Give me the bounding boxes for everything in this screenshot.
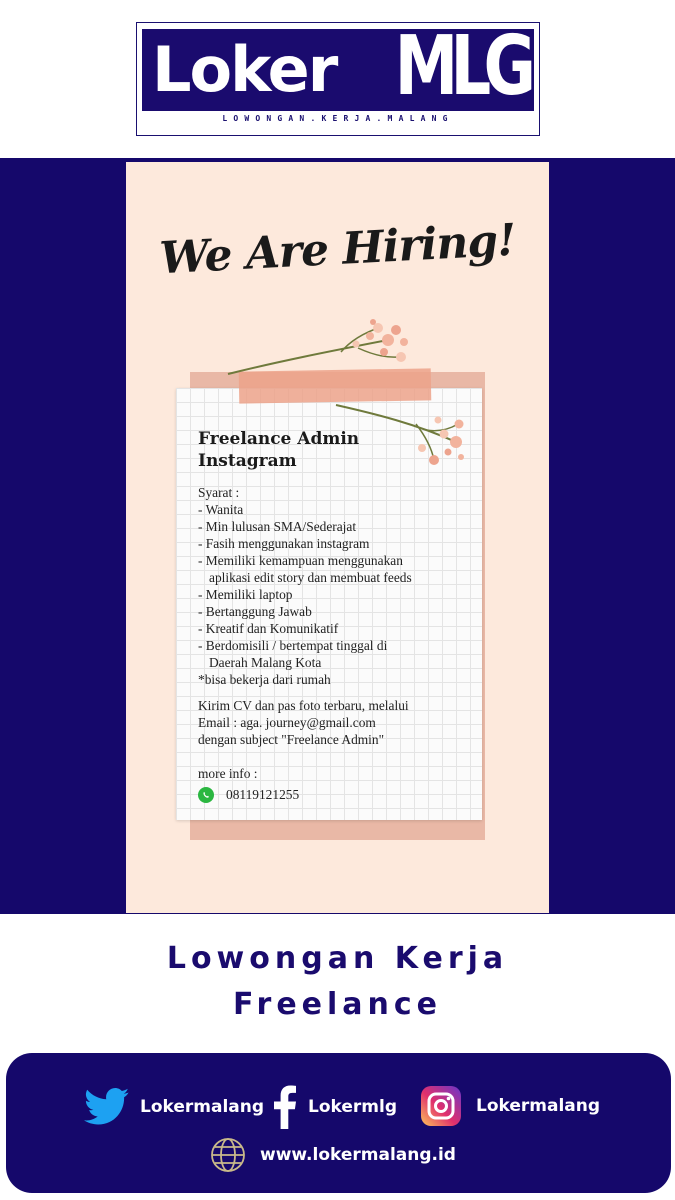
logo-name-mlg: MLG — [394, 19, 528, 114]
requirement-item: - Berdomisili / bertempat tinggal di — [198, 638, 388, 653]
instagram-handle[interactable]: Lokermalang — [476, 1096, 601, 1116]
facebook-handle[interactable]: Lokermlg — [308, 1097, 397, 1117]
job-headline — [0, 936, 675, 1028]
whatsapp-contact[interactable] — [198, 786, 478, 803]
work-from-home-note: *bisa bekerja dari rumah — [198, 672, 331, 687]
apply-email: Email : aga. journey@gmail.com — [198, 715, 376, 730]
requirement-item-continuation: Daerah Malang Kota — [209, 655, 322, 670]
instagram-link[interactable] — [420, 1085, 600, 1127]
social-footer — [6, 1053, 671, 1193]
logo-name-loker: Loker — [152, 33, 337, 106]
whatsapp-number[interactable]: 08119121255 — [226, 787, 300, 802]
hiring-heading: We Are Hiring! — [158, 214, 517, 285]
job-details — [198, 484, 478, 803]
facebook-link[interactable] — [274, 1085, 397, 1129]
headline-line-1: Lowongan Kerja — [166, 941, 509, 976]
requirement-item: - Wanita — [198, 502, 244, 517]
requirement-item-continuation: aplikasi edit story dan membuat feeds — [209, 570, 412, 585]
requirement-item: - Memiliki kemampuan menggunakan — [198, 553, 403, 568]
flower-sprig-top — [228, 319, 408, 374]
more-info-label: more info : — [198, 766, 258, 781]
requirement-item: - Bertanggung Jawab — [198, 604, 312, 619]
headline-line-2: Freelance — [232, 987, 443, 1022]
globe-icon — [210, 1137, 246, 1173]
requirement-item: - Fasih menggunakan instagram — [198, 536, 370, 551]
twitter-link[interactable] — [84, 1088, 264, 1126]
requirements-label: Syarat : — [198, 485, 240, 500]
website-link[interactable] — [210, 1137, 456, 1173]
logo-tagline: LOWONGAN.KERJA.MALANG — [222, 114, 454, 123]
twitter-icon — [84, 1088, 130, 1126]
job-title — [198, 428, 418, 472]
lokermlg-logo — [136, 19, 540, 136]
requirement-item: - Min lulusan SMA/Sederajat — [198, 519, 357, 534]
job-title-line-1: Freelance Admin — [198, 429, 360, 449]
job-title-line-2: Instagram — [198, 451, 297, 471]
requirement-item: - Kreatif dan Komunikatif — [198, 621, 339, 636]
whatsapp-icon — [198, 787, 214, 803]
facebook-icon — [274, 1085, 296, 1129]
instagram-icon — [420, 1085, 462, 1127]
requirement-item: - Memiliki laptop — [198, 587, 293, 602]
apply-instruction: Kirim CV dan pas foto terbaru, melalui — [198, 698, 409, 713]
job-poster — [126, 162, 549, 913]
twitter-handle[interactable]: Lokermalang — [140, 1097, 265, 1117]
logo-banner — [142, 19, 534, 114]
website-url[interactable]: www.lokermalang.id — [260, 1145, 456, 1165]
apply-subject: dengan subject "Freelance Admin" — [198, 732, 385, 747]
paper-tape — [239, 368, 432, 403]
